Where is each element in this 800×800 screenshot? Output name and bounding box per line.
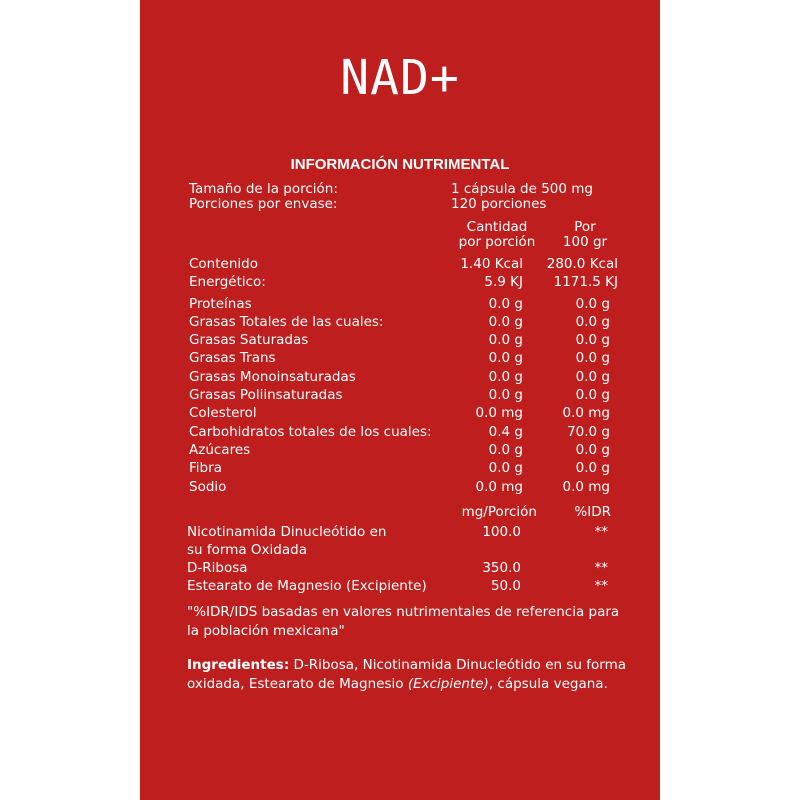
active-ribose-label: D-Ribosa	[187, 560, 248, 576]
nutrient-per100: 0.0 g	[575, 369, 610, 385]
nutrient-label: Grasas Trans	[189, 350, 276, 366]
active-magnesium-label: Estearato de Magnesio (Excipiente)	[187, 578, 427, 594]
nutrient-label: Sodio	[189, 479, 227, 495]
nutrient-label: Grasas Totales de las cuales:	[189, 314, 384, 330]
nutrient-per100: 0.0 g	[575, 460, 610, 476]
active-ribose-mg: 350.0	[482, 560, 521, 576]
serving-size-label: Tamaño de la porción:	[189, 181, 338, 197]
nutrient-serving: 0.0 g	[488, 369, 523, 385]
active-nad-mg: 100.0	[482, 524, 521, 540]
header-per-100g-line2: 100 gr	[562, 234, 608, 250]
active-magnesium-mg: 50.0	[490, 578, 521, 594]
servings-value: 120 porciones	[451, 196, 547, 212]
ingredients-label: Ingredientes:	[187, 657, 290, 673]
nutrient-serving: 0.0 g	[488, 460, 523, 476]
nutrient-serving: 0.0 mg	[475, 479, 523, 495]
idr-footnote: "%IDR/IDS basadas en valores nutrimentales de referencia para la población mexicana"	[187, 604, 620, 639]
energy-kj-100g: 1171.5 KJ	[553, 274, 618, 290]
active-ribose-idr: **	[594, 560, 608, 576]
nutrient-label: Grasas Saturadas	[189, 332, 309, 348]
nutrient-serving: 0.0 g	[488, 387, 523, 403]
product-title: NAD+	[340, 50, 460, 106]
nutrient-serving: 0.4 g	[488, 424, 523, 440]
nutrient-per100: 70.0 g	[567, 424, 610, 440]
nutrient-serving: 0.0 g	[488, 314, 523, 330]
nutrient-label: Fibra	[189, 460, 222, 476]
active-nad-idr: **	[594, 524, 608, 540]
label-panel	[140, 0, 660, 800]
active-nad-label-line2: su forma Oxidada	[187, 542, 307, 558]
ingredients-list-part2: , cápsula vegana.	[488, 676, 608, 692]
active-magnesium-idr: **	[594, 578, 608, 594]
nutrient-per100: 0.0 g	[575, 332, 610, 348]
nutrient-per100: 0.0 mg	[562, 479, 610, 495]
header-per-100g-line1: Por	[574, 219, 596, 235]
energy-kcal-serving: 1.40 Kcal	[460, 256, 523, 272]
ingredients-text	[187, 656, 627, 694]
nutrient-label: Proteínas	[189, 296, 252, 312]
header-per-serving-line2: por porción	[458, 234, 536, 250]
energy-label-line1: Contenido	[189, 256, 258, 272]
section-title: INFORMACIÓN NUTRIMENTAL	[290, 156, 510, 173]
servings-label: Porciones por envase:	[189, 196, 338, 212]
nutrient-per100: 0.0 g	[575, 442, 610, 458]
nutrient-per100: 0.0 g	[575, 314, 610, 330]
nutrient-serving: 0.0 g	[488, 350, 523, 366]
nutrient-label: Carbohidratos totales de los cuales:	[189, 424, 432, 440]
nutrient-label: Grasas Poliinsaturadas	[189, 387, 343, 403]
nutrient-label: Grasas Monoinsaturadas	[189, 369, 356, 385]
nutrient-label: Colesterol	[189, 405, 257, 421]
nutrient-serving: 0.0 mg	[475, 405, 523, 421]
ingredients-list-part1: D-Ribosa, Nicotinamida Dinucleótido en su forma oxidada, Estearato de Magnesio	[187, 657, 627, 692]
nutrient-serving: 0.0 g	[488, 296, 523, 312]
nutrient-serving: 0.0 g	[488, 332, 523, 348]
nutrient-per100: 0.0 mg	[562, 405, 610, 421]
ingredients-excipient: (Excipiente)	[407, 676, 489, 692]
nutrient-per100: 0.0 g	[575, 350, 610, 366]
header-mg-per-serving: mg/Porción	[461, 504, 537, 520]
nutrient-per100: 0.0 g	[575, 296, 610, 312]
serving-size-value: 1 cápsula de 500 mg	[451, 181, 593, 197]
header-per-serving-line1: Cantidad	[466, 219, 528, 235]
energy-kj-serving: 5.9 KJ	[484, 274, 523, 290]
energy-label-line2: Energético:	[189, 274, 266, 290]
nutrient-serving: 0.0 g	[488, 442, 523, 458]
nutrient-label: Azúcares	[189, 442, 251, 458]
energy-kcal-100g: 280.0 Kcal	[546, 256, 618, 272]
active-nad-label-line1: Nicotinamida Dinucleótido en	[187, 524, 387, 540]
header-idr: %IDR	[574, 504, 611, 520]
nutrient-per100: 0.0 g	[575, 387, 610, 403]
